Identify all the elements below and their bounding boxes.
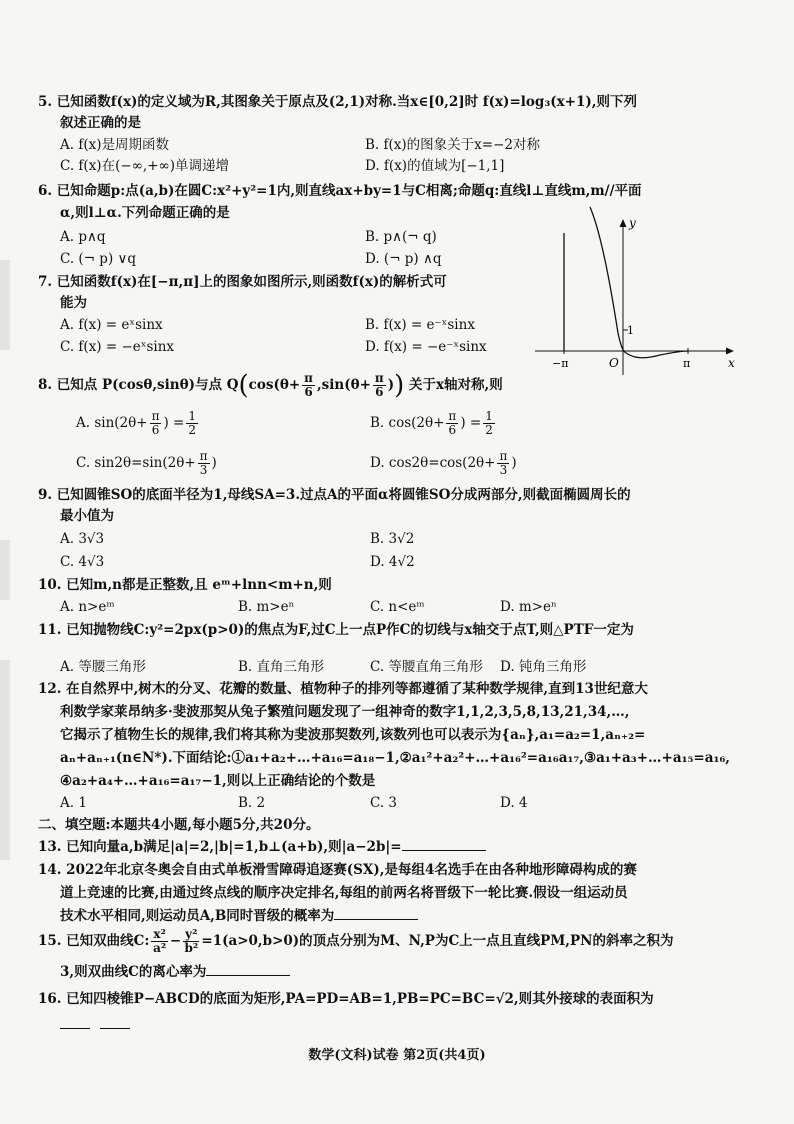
q5-option-a: A. f(x)是周期函数 <box>60 137 169 153</box>
q12-stem-3: 它揭示了植物生长的规律,我们将其称为斐波那契数列,该数列也可以表示为{aₙ},a₁=a₂=1,aₙ₊₂= <box>60 727 646 743</box>
scan-edge-mark <box>0 540 10 600</box>
answer-blank[interactable] <box>402 838 486 851</box>
q12-option-a: A. 1 <box>60 795 87 811</box>
scan-edge-mark <box>0 660 10 860</box>
q6-option-a: A. p∧q <box>60 229 106 245</box>
q11-stem: 11. 已知抛物线C:y²=2px(p>0)的焦点为F,过C上一点P作C的切线与x轴交于点T,则△PTF一定为 <box>38 622 634 638</box>
q16-answer-area <box>60 1016 130 1034</box>
fraction: $\frac{\pi}{6}$ <box>304 371 313 399</box>
q8-stem-start: 8. 已知点 P(cosθ,sinθ)与点 Q <box>38 377 239 393</box>
q16-stem: 16. 已知四棱锥P−ABCD的底面为矩形,PA=PD=AB=1,PB=PC=BC=√2,则其外接球的表面积为 <box>38 991 654 1007</box>
fraction: $\frac{\text{y²}}{\text{b²}}$ <box>184 927 199 955</box>
function-graph <box>530 205 745 380</box>
page-footer: 数学(文科)试卷 第2页(共4页) <box>308 1048 486 1063</box>
q12-option-d: D. 4 <box>500 795 528 811</box>
bracket-close: ) <box>394 370 405 401</box>
q12-stem-5: ④a₂+a₄+…+a₁₆=a₁₇−1,则以上正确结论的个数是 <box>60 773 376 789</box>
tick-1-label: 1 <box>627 324 634 337</box>
q9-option-c: C. 4√3 <box>60 554 105 570</box>
q15-stem: 15. 已知双曲线C: $\frac{\text{x²}}{\text{a²}}$ − $\frac{\text{y²}}{\text{b²}}$ =1(a>0,b>0)的顶点分别为M、N,P为C上一点且直线PM,PN的斜率之积为 <box>38 927 674 955</box>
q5-option-d: D. f(x)的值域为[−1,1] <box>365 158 505 174</box>
q10-option-a: A. n>eᵐ <box>60 599 115 615</box>
q5-stem-cont: 叙述正确的是 <box>60 115 141 131</box>
q12-stem-1: 12. 在自然界中,树木的分叉、花瓣的数量、植物种子的排列等都遵循了某种数学规律,直到13世纪意大 <box>38 681 648 697</box>
q7-option-d: D. f(x) = −e⁻ˣsinx <box>365 339 487 355</box>
q7-stem: 7. 已知函数f(x)在[−π,π]上的图象如图所示,则函数f(x)的解析式可 <box>38 274 447 290</box>
y-axis-arrow <box>620 219 627 227</box>
q7-option-b: B. f(x) = e⁻ˣsinx <box>365 317 475 333</box>
q11-option-c: C. 等腰直角三角形 <box>370 659 483 675</box>
q8-cos: cos(θ+ <box>248 377 301 393</box>
q14-stem-1: 14. 2022年北京冬奥会自由式单板滑雪障碍追逐赛(SX),是每组4名选手在由各种地形障碍构成的赛 <box>38 862 637 878</box>
answer-blank[interactable] <box>100 1016 130 1029</box>
q11-option-d: D. 钝角三角形 <box>500 659 587 675</box>
q5-stem: 5. 已知函数f(x)的定义域为R,其图象关于原点及(2,1)对称.当x∈[0,2]时 f(x)=log₃(x+1),则下列 <box>38 94 637 110</box>
fraction: $\frac{\text{x²}}{\text{a²}}$ <box>153 927 167 955</box>
q12-stem-2: 利数学家莱昂纳多·斐波那契从兔子繁殖问题发现了一组神奇的数字1,1,2,3,5,8,13,21,34,…, <box>60 704 630 720</box>
answer-blank[interactable] <box>60 1016 90 1029</box>
pi-label: π <box>683 357 691 370</box>
q5-option-b: B. f(x)的图象关于x=−2对称 <box>365 137 540 153</box>
q10-stem: 10. 已知m,n都是正整数,且 eᵐ+lnn<m+n,则 <box>38 577 332 593</box>
origin-label: O <box>609 356 619 370</box>
q8-sin: ,sin(θ+ <box>316 377 371 393</box>
q6-stem-cont: α,则l⊥α.下列命题正确的是 <box>60 205 230 221</box>
q6-option-b: B. p∧(¬ q) <box>365 229 437 245</box>
answer-blank[interactable] <box>206 963 290 976</box>
q6-option-d: D. (¬ p) ∧q <box>365 251 442 267</box>
q14-stem-2: 道上竞速的比赛,由通过终点线的顺序决定排名,每组的前两名将晋级下一轮比赛.假设一组运动员 <box>60 885 628 901</box>
q9-option-a: A. 3√3 <box>60 531 105 547</box>
q9-option-d: D. 4√2 <box>370 554 415 570</box>
q12-stem-4: aₙ+aₙ₊₁(n∈N*).下面结论:①a₁+a₂+…+a₁₆=a₁₈−1,②a₁²+a₂²+…+a₁₆²=a₁₆a₁₇,③a₁+a₃+…+a₁₅=a₁₆, <box>60 750 730 766</box>
neg-pi-label: −π <box>552 357 569 370</box>
q10-option-d: D. m>eⁿ <box>500 599 557 615</box>
q9-option-b: B. 3√2 <box>370 531 415 547</box>
q15-stem-cont: 3,则双曲线C的离心率为 <box>60 963 290 981</box>
q8-option-b: B. cos(2θ+ $\frac{\pi}{6}$ ) = $\frac{1}{2}$ <box>370 409 493 437</box>
q10-option-c: C. n<eᵐ <box>370 599 425 615</box>
fraction: $\frac{\pi}{6}$ <box>374 371 384 399</box>
q12-option-b: B. 2 <box>238 795 266 811</box>
q11-option-a: A. 等腰三角形 <box>60 659 146 675</box>
q8-stem: 8. 已知点 P(cosθ,sinθ)与点 Q(cos(θ+ $\frac{\pi}{6}$ ,sin(θ+ $\frac{\pi}{6}$ )) 关于x轴对称,则 <box>38 370 503 401</box>
y-label: y <box>629 216 636 230</box>
q14-stem-3: 技术水平相同,则运动员A,B同时晋级的概率为 <box>60 907 418 925</box>
q7-option-c: C. f(x) = −eˣsinx <box>60 339 175 355</box>
q12-option-c: C. 3 <box>370 795 398 811</box>
bracket-open: ( <box>238 370 249 401</box>
answer-blank[interactable] <box>334 907 418 920</box>
q11-option-b: B. 直角三角形 <box>238 659 325 675</box>
q6-stem: 6. 已知命题p:点(a,b)在圆C:x²+y²=1内,则直线ax+by=1与C相离;命题q:直线l⊥直线m,m//平面 <box>38 183 642 199</box>
x-label: x <box>728 356 735 370</box>
q9-stem: 9. 已知圆锥SO的底面半径为1,母线SA=3.过点A的平面α将圆锥SO分成两部分,则截面椭圆周长的 <box>38 487 631 503</box>
q8-stem-end: 关于x轴对称,则 <box>408 377 503 393</box>
q7-stem-cont: 能为 <box>60 295 87 311</box>
q5-option-c: C. f(x)在(−∞,+∞)单调递增 <box>60 158 230 174</box>
curve-right <box>590 207 688 358</box>
q8-option-d: D. cos2θ=cos(2θ+ $\frac{\pi}{3}$ ) <box>370 449 517 477</box>
scan-edge-mark <box>0 260 10 350</box>
q9-stem-cont: 最小值为 <box>60 508 114 524</box>
section-title: 二、填空题:本题共4小题,每小题5分,共20分。 <box>38 817 320 833</box>
x-axis-arrow <box>726 348 734 355</box>
q8-option-a: A. sin(2θ+ $\frac{\pi}{6}$ ) = $\frac{1}{2}$ <box>76 409 196 437</box>
q13: 13. 已知向量a,b满足|a|=2,|b|=1,b⊥(a+b),则|a−2b|= <box>38 838 486 856</box>
q6-option-c: C. (¬ p) ∨q <box>60 251 137 267</box>
q8-option-c: C. sin2θ=sin(2θ+ $\frac{\pi}{3}$ ) <box>76 449 217 477</box>
q10-option-b: B. m>eⁿ <box>238 599 295 615</box>
q7-option-a: A. f(x) = eˣsinx <box>60 317 163 333</box>
